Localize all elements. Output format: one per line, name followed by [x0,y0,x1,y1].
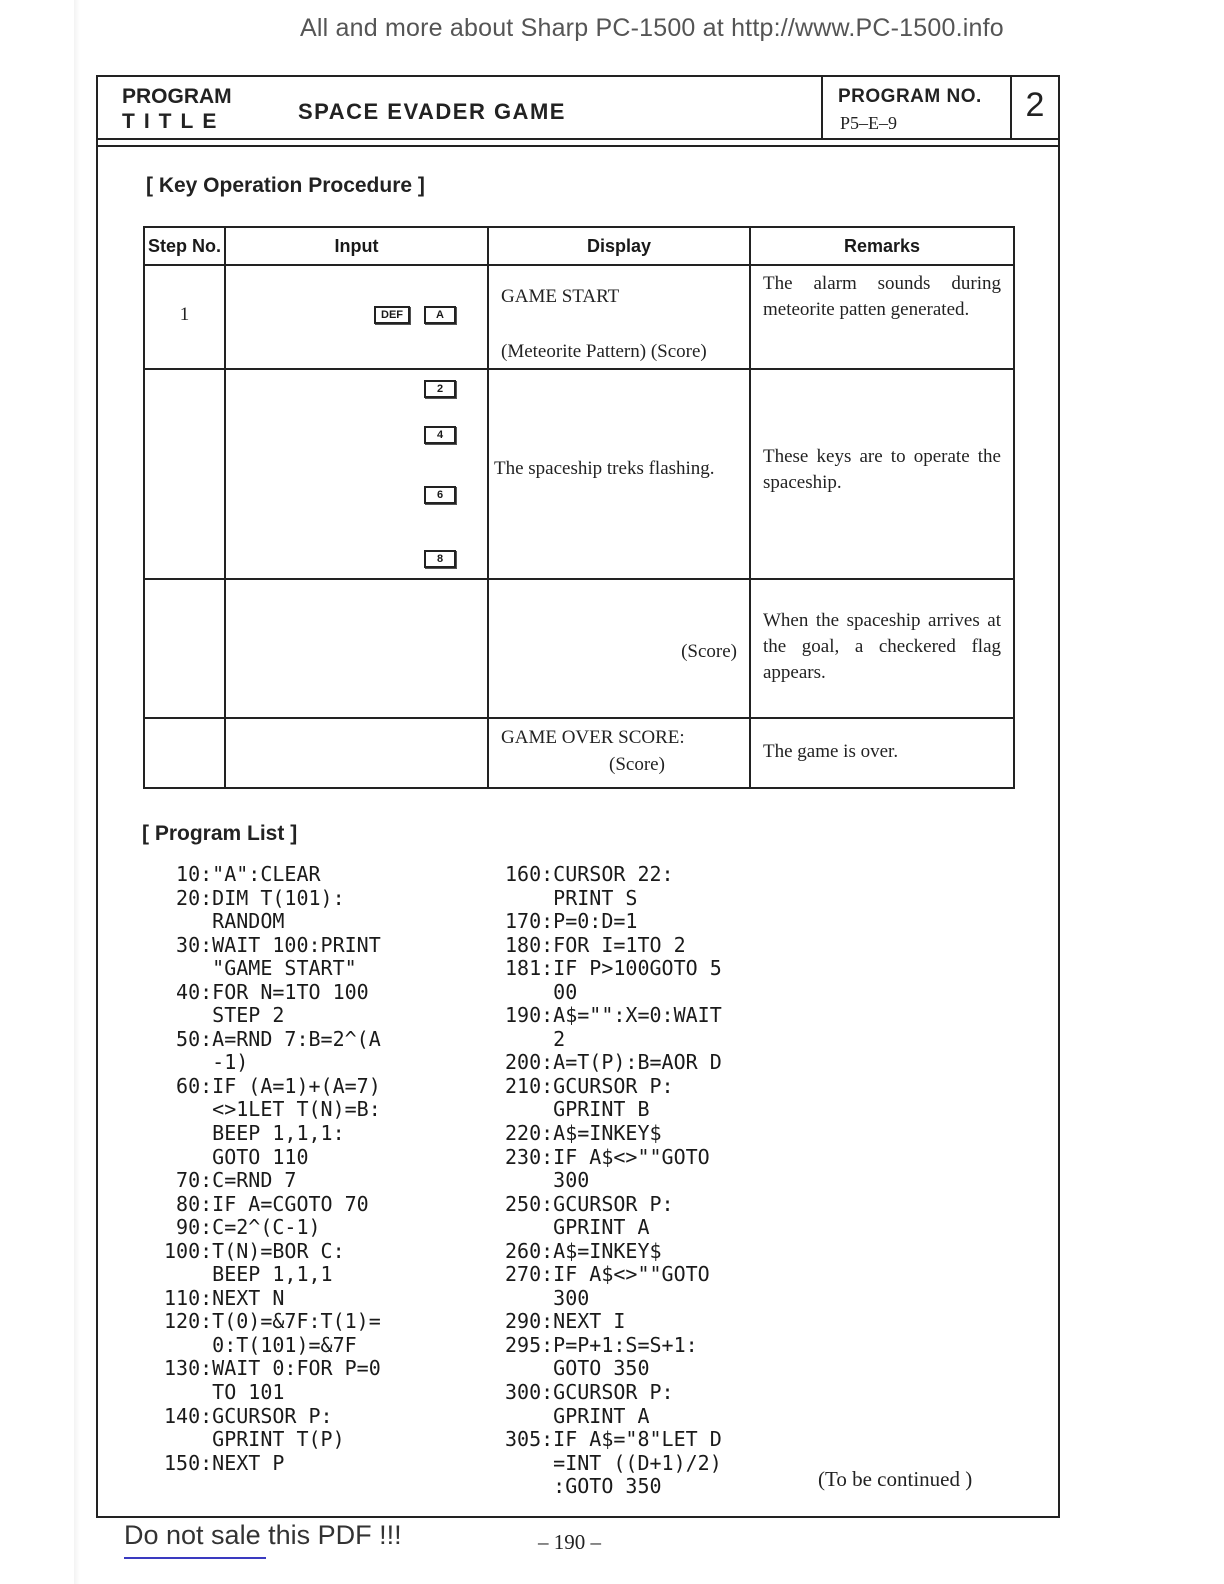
code-line: 00 [505,979,578,1004]
code-line: 300 [505,1285,590,1310]
key-4-icon: 4 [424,426,456,444]
remarks-text: These keys are to operate the spaceship. [763,446,1001,493]
display-cell [488,369,750,579]
page-number: – 190 – [538,1530,601,1554]
display-text: (Score) [681,641,737,662]
title-divider [1010,77,1012,140]
code-line: GPRINT T(P) [164,1427,345,1452]
code-line: 100:T(N)=BOR C: [164,1238,345,1263]
code-line: 30:WAIT 100:PRINT [164,932,381,957]
a-key-icon: A [424,306,456,324]
code-line: GOTO 110 [164,1144,309,1169]
display-cell [488,718,750,788]
code-line: 300:GCURSOR P: [505,1380,674,1405]
code-line: GPRINT A [505,1215,650,1240]
code-line: 0:T(101)=&7F [164,1332,357,1357]
code-line: 290:NEXT I [505,1309,626,1334]
key-8-icon: 8 [424,550,456,568]
display-cell [488,265,750,369]
code-line: 181:IF P>100GOTO 5 [505,956,722,981]
program-listing-right [505,863,722,1499]
code-line: -1) [164,1050,249,1075]
code-line: BEEP 1,1,1: [164,1121,345,1146]
step-cell [144,718,225,788]
program-title-label [122,84,232,134]
code-line: 90:C=2^(C-1) [164,1215,321,1240]
code-line: 110:NEXT N [164,1285,285,1310]
code-line: PRINT S [505,885,638,910]
code-line: :GOTO 350 [505,1474,662,1499]
code-line: STEP 2 [164,1003,285,1028]
step-cell [144,265,225,369]
display-text: GAME OVER SCORE: [501,727,685,748]
table-header-row [144,227,1014,265]
table-row [144,718,1014,788]
remarks-text: The alarm sounds during meteorite patten generated. [763,273,1001,320]
key-2-icon: 2 [424,380,456,398]
code-line: <>1LET T(N)=B: [164,1097,381,1122]
remarks-cell [750,265,1014,369]
code-line: TO 101 [164,1380,285,1405]
program-no-value: P5–E–9 [840,113,898,133]
display-cell [488,579,750,718]
step-cell [144,369,225,579]
input-cell [225,265,488,369]
code-line: 210:GCURSOR P: [505,1073,674,1098]
code-line: 120:T(0)=&7F:T(1)= [164,1309,381,1334]
program-no-label: PROGRAM NO. [838,86,982,107]
sheet-number: 2 [1025,86,1045,124]
code-line: 40:FOR N=1TO 100 [164,979,369,1004]
code-line: 230:IF A$<>""GOTO [505,1144,710,1169]
program-title-label-line2: TITLE [122,110,226,133]
input-cell [225,369,488,579]
code-line: 140:GCURSOR P: [164,1403,333,1428]
code-line: 200:A=T(P):B=AOR D [505,1050,722,1075]
code-line: GOTO 350 [505,1356,650,1381]
code-line: 295:P=P+1:S=S+1: [505,1332,698,1357]
code-line: 2 [505,1026,566,1051]
remarks-cell [750,369,1014,579]
table-row [144,265,1014,369]
key-operation-heading: [ Key Operation Procedure ] [146,174,425,197]
code-line: 70:C=RND 7 [164,1168,297,1193]
code-line: 190:A$="":X=0:WAIT [505,1003,722,1028]
input-cell [225,579,488,718]
display-text: GAME START [501,286,620,307]
key-operation-table [143,226,1015,789]
col-header-step: Step No. [144,227,225,265]
footer-underline [124,1557,266,1559]
col-header-input: Input [225,227,488,265]
remarks-cell [750,718,1014,788]
title-double-rule [98,145,1058,147]
code-line: "GAME START" [164,956,357,981]
code-line: 250:GCURSOR P: [505,1191,674,1216]
program-title: SPACE EVADER GAME [298,99,566,124]
page-edge-shadow [74,0,80,1584]
code-line: 170:P=0:D=1 [505,909,638,934]
remarks-text: When the spaceship arrives at the goal, a checkered flag appears. [763,610,1001,683]
key-6-icon: 6 [424,486,456,504]
footer-notice: Do not sale this PDF !!! [124,1520,402,1550]
display-text: (Score) [609,754,665,775]
code-line: 20:DIM T(101): [164,885,345,910]
site-header-text: All and more about Sharp PC-1500 at http://www.PC-1500.info [300,14,1004,42]
display-text: The spaceship treks flashing. [494,458,715,479]
code-line: 150:NEXT P [164,1450,285,1475]
step-cell [144,579,225,718]
code-line: =INT ((D+1)/2) [505,1450,722,1475]
remarks-text: The game is over. [763,741,899,762]
code-line: 60:IF (A=1)+(A=7) [164,1073,381,1098]
table-row [144,369,1014,579]
code-line: 160:CURSOR 22: [505,862,674,886]
code-line: GPRINT B [505,1097,650,1122]
display-text: (Meteorite Pattern) (Score) [501,341,707,362]
code-line: 80:IF A=CGOTO 70 [164,1191,369,1216]
program-list-heading: [ Program List ] [142,822,298,845]
table-row [144,579,1014,718]
step-number: 1 [179,304,190,325]
code-line: 270:IF A$<>""GOTO [505,1262,710,1287]
code-line: 50:A=RND 7:B=2^(A [164,1026,381,1051]
code-line: 220:A$=INKEY$ [505,1121,662,1146]
code-line: 300 [505,1168,590,1193]
code-line: 10:"A":CLEAR [164,862,321,886]
code-line: 305:IF A$="8"LET D [505,1427,722,1452]
program-title-label-line1: PROGRAM [122,85,232,108]
program-listing-left [164,863,381,1475]
code-line: 260:A$=INKEY$ [505,1238,662,1263]
code-line: GPRINT A [505,1403,650,1428]
def-key-icon: DEF [374,306,410,324]
code-line: RANDOM [164,909,285,934]
remarks-cell [750,579,1014,718]
col-header-remarks: Remarks [750,227,1014,265]
code-line: 180:FOR I=1TO 2 [505,932,686,957]
to-be-continued-note: (To be continued ) [818,1467,973,1491]
code-line: BEEP 1,1,1 [164,1262,333,1287]
code-line: 130:WAIT 0:FOR P=0 [164,1356,381,1381]
input-cell [225,718,488,788]
col-header-display: Display [488,227,750,265]
title-divider [821,77,823,140]
